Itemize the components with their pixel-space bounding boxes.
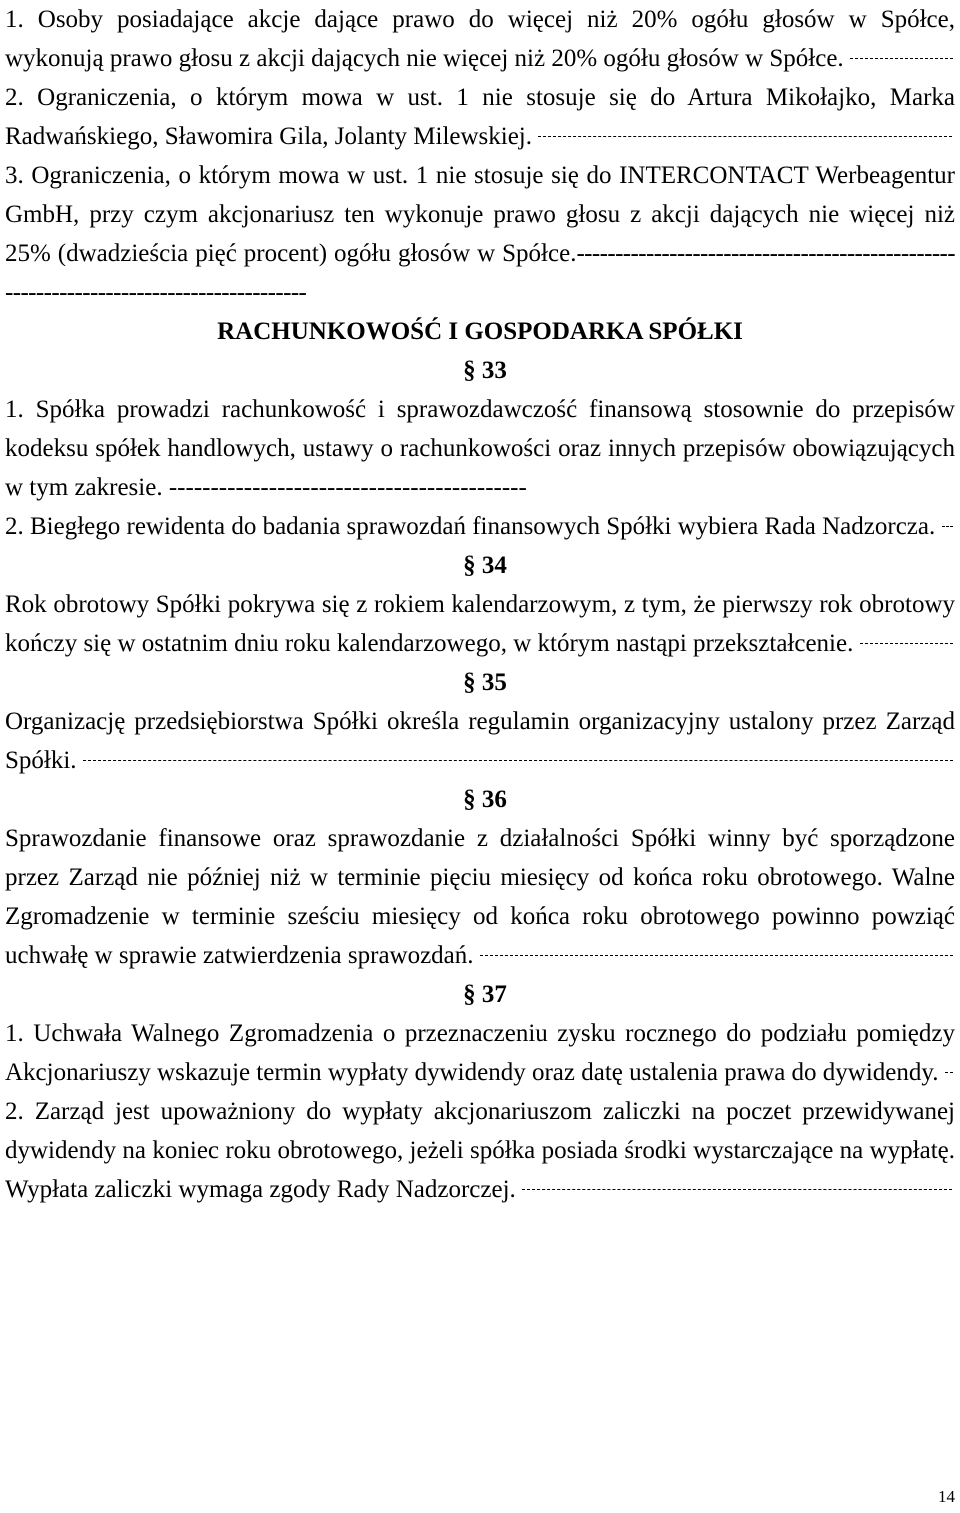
section-33-paragraph-1 [5,390,955,507]
paragraph-3 [5,156,955,312]
section-35-paragraph [5,702,955,780]
section-37-paragraph-1 [5,1014,955,1092]
paragraph-3-dashes: ---------------------------------------------------------------------------------------- [5,240,955,306]
section-35-title: § 35 [463,669,507,696]
fill-line [83,760,953,761]
paragraph-2 [5,78,955,156]
fill-line [860,643,953,644]
section-33-paragraph-1-text: 1. Spółka prowadzi rachunkowość i sprawozdawczość finansową stosownie do przepisów kodeksu spółek handlowych, ustawy o rachunkowości oraz innych przepisów obowiązujących w tym zakresie. [5,396,955,501]
paragraph-3-text: 3. Ograniczenia, o którym mowa w ust. 1 nie stosuje się do INTERCONTACT Werbeagentur GmbH, przy czym akcjonariusz ten wykonuje prawo głosu z akcji dających nie więcej niż 25% (dwadzieścia pięć procent) ogółu głosów w Spółce. [5,162,955,267]
paragraph-2-text: 2. Ograniczenia, o którym mowa w ust. 1 nie stosuje się do Artura Mikołajko, Marka Radwańskiego, Sławomira Gila, Jolanty Milewskiej. [5,84,955,150]
section-33-paragraph-2 [5,507,955,546]
section-37-paragraph-2 [5,1092,955,1209]
paragraph-1 [5,0,955,78]
section-33-title: § 33 [463,357,507,384]
section-34-title: § 34 [463,552,507,579]
section-33-paragraph-1-dashes: ------------------------------------------- [162,474,527,501]
section-34-paragraph-text: Rok obrotowy Spółki pokrywa się z rokiem kalendarzowym, z tym, że pierwszy rok obrotowy kończy się w ostatnim dniu roku kalendarzowego, w którym nastąpi przekształcenie. [5,591,955,657]
section-33-paragraph-2-text: 2. Biegłego rewidenta do badania sprawozdań finansowych Spółki wybiera Rada Nadzorcza. [5,513,936,540]
section-34-paragraph [5,585,955,663]
section-heading: RACHUNKOWOŚĆ I GOSPODARKA SPÓŁKI [217,318,743,345]
section-37-paragraph-1-text: 1. Uchwała Walnego Zgromadzenia o przeznaczeniu zysku rocznego do podziału pomiędzy Akcjonariuszy wskazuje termin wypłaty dywidendy oraz datę ustalenia prawa do dywidendy. [5,1020,955,1086]
document-body [5,0,955,1209]
fill-line [942,526,953,527]
section-35-paragraph-text: Organizację przedsiębiorstwa Spółki określa regulamin organizacyjny ustalony przez Zarząd Spółki. [5,708,955,774]
fill-line [945,1072,953,1073]
section-37-paragraph-2-text: 2. Zarząd jest upoważniony do wypłaty akcjonariuszom zaliczki na poczet przewidywanej dywidendy na koniec roku obrotowego, jeżeli spółka posiada środki wystarczające na wypłatę. Wypłata zaliczki wymaga zgody Rady Nadzorczej. [5,1098,955,1203]
paragraph-1-text: 1. Osoby posiadające akcje dające prawo do więcej niż 20% ogółu głosów w Spółce, wykonują prawo głosu z akcji dających nie więcej niż 20% ogółu głosów w Spółce. [5,6,955,72]
fill-line [480,955,953,956]
fill-line [522,1189,952,1190]
fill-line [538,136,952,137]
section-36-paragraph-text: Sprawozdanie finansowe oraz sprawozdanie z działalności Spółki winny być sporządzone przez Zarząd nie później niż w terminie pięciu miesięcy od końca roku obrotowego. Walne Zgromadzenie w terminie sześciu miesięcy od końca roku obrotowego powinno powziąć uchwałę w sprawie zatwierdzenia sprawozdań. [5,825,955,969]
page-number: 14 [938,1487,955,1506]
fill-line [850,58,953,59]
section-36-title: § 36 [463,786,507,813]
section-37-title: § 37 [463,981,507,1008]
section-36-paragraph [5,819,955,975]
